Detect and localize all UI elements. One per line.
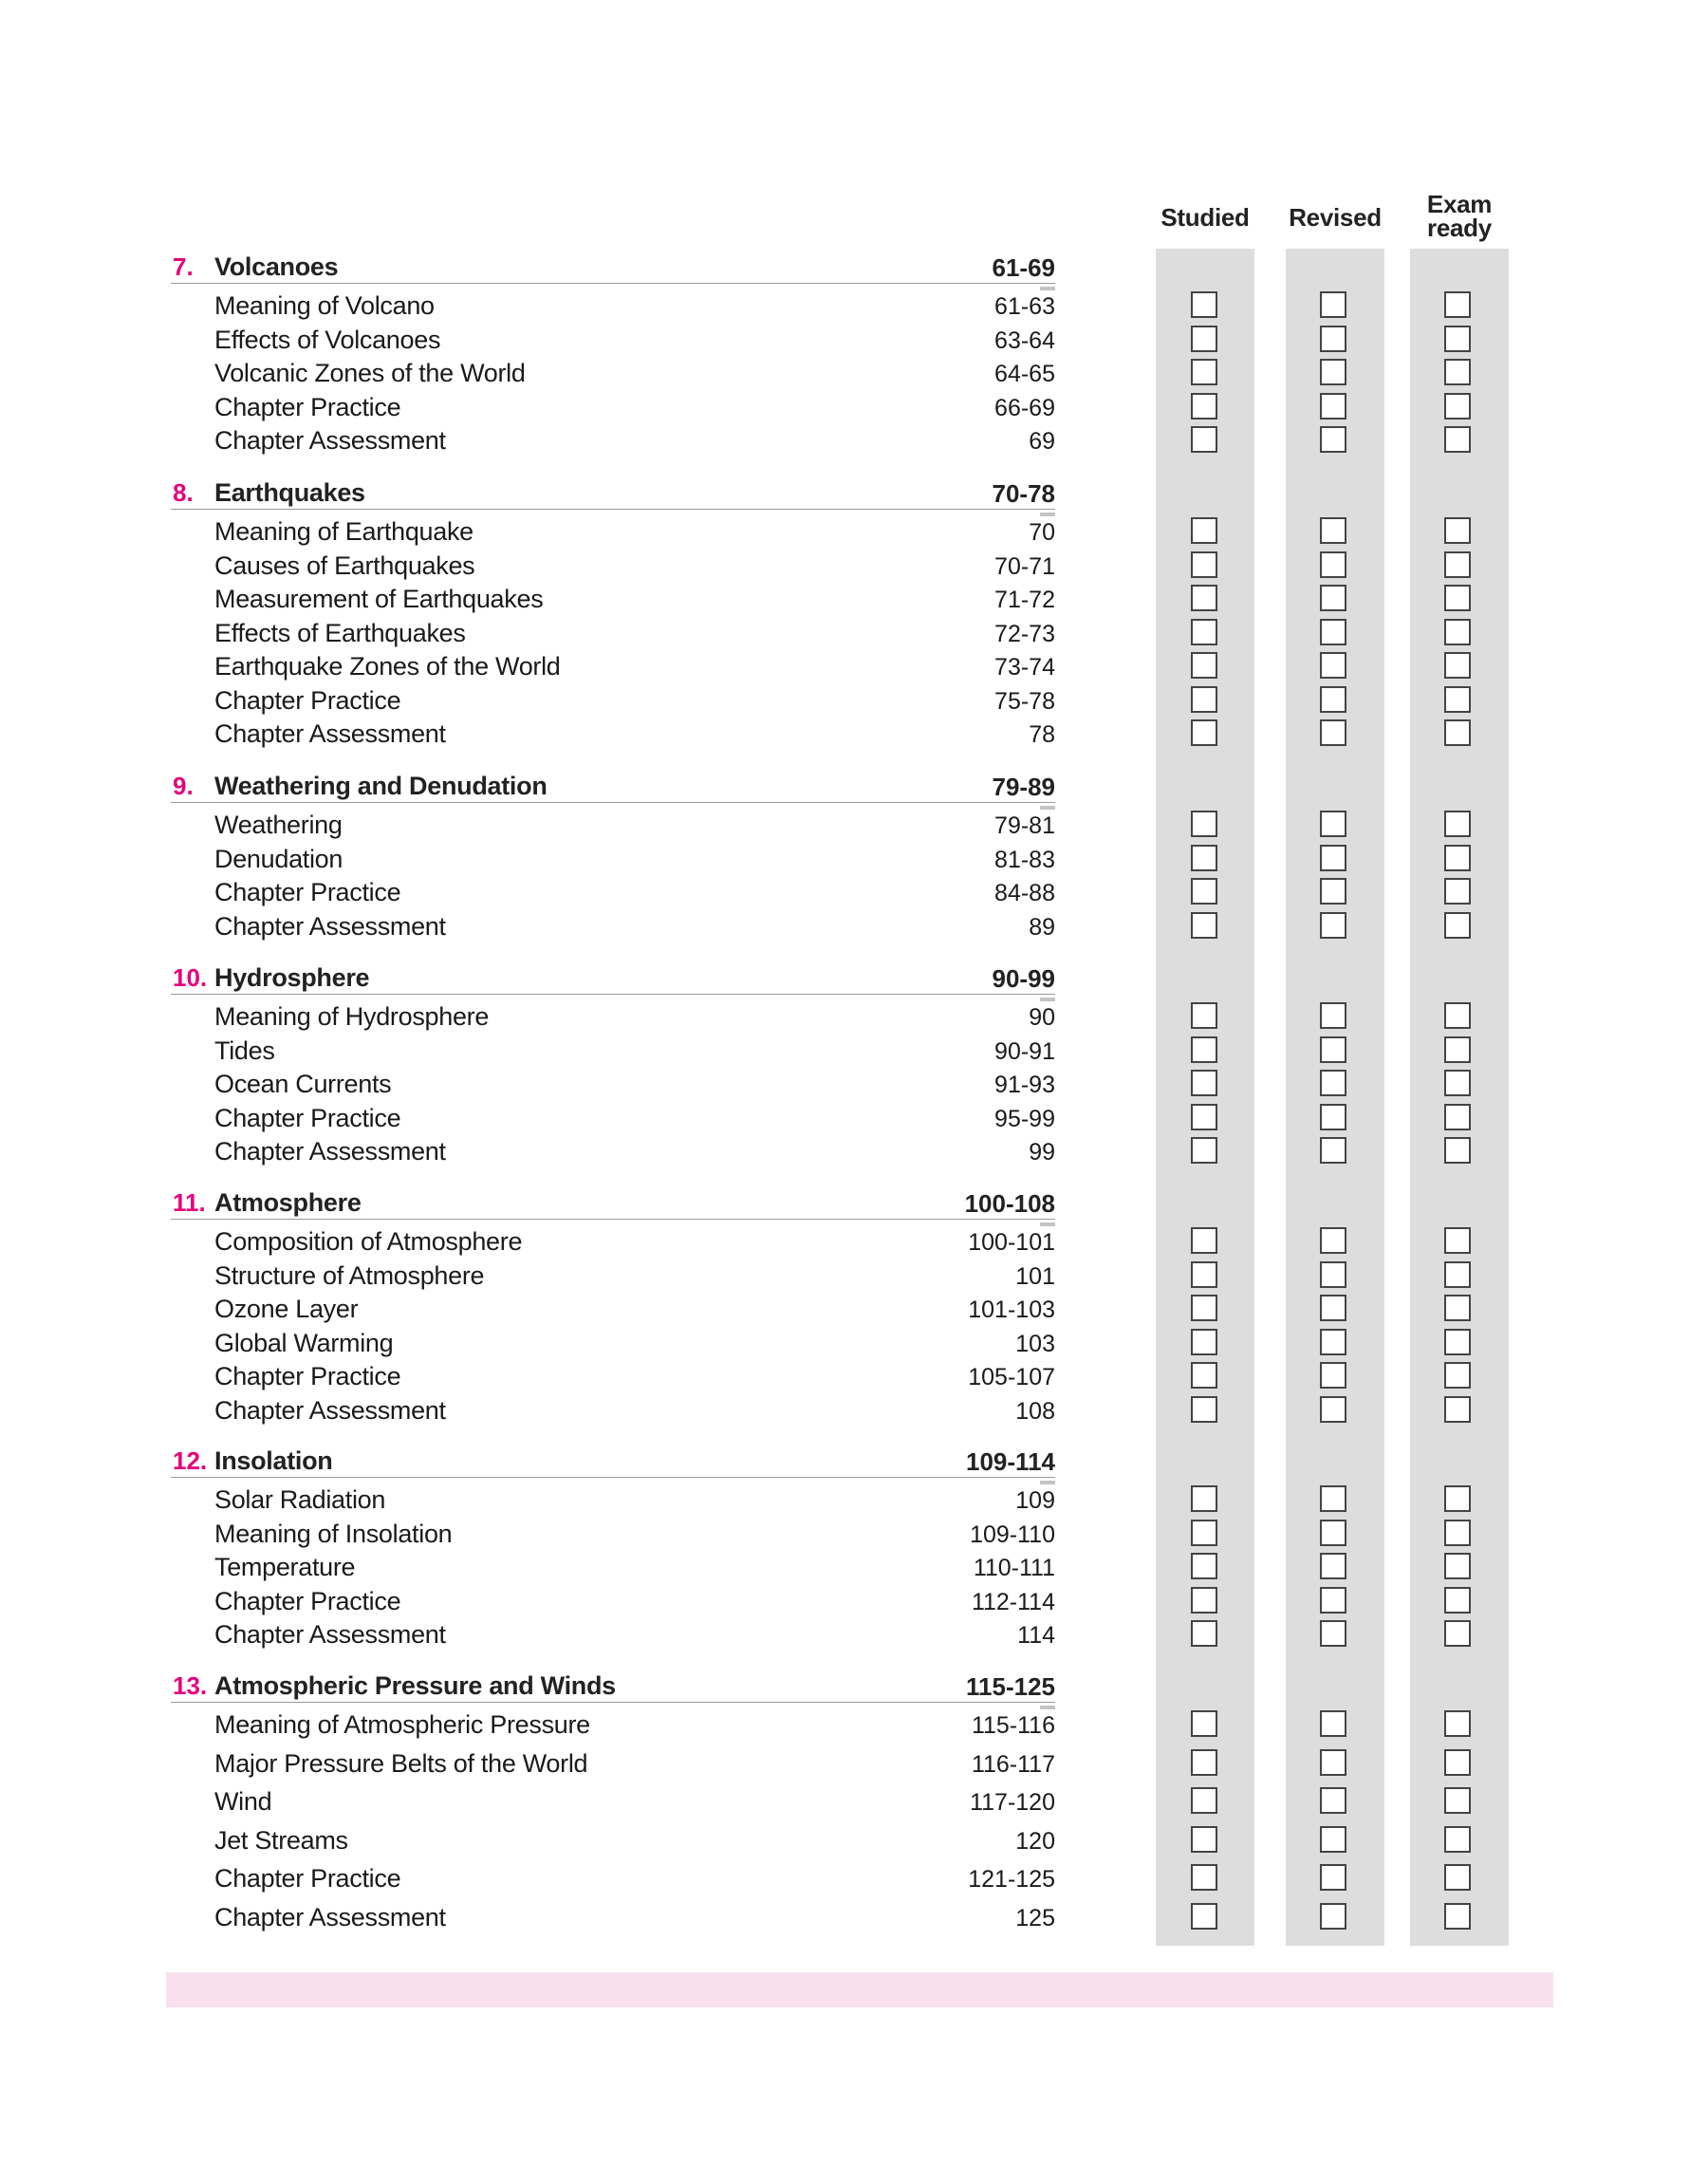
topic-title: Chapter Assessment [214, 719, 446, 748]
studied-checkbox[interactable] [1191, 326, 1217, 352]
revised-checkbox[interactable] [1320, 845, 1346, 871]
topic-title: Chapter Practice [214, 1362, 401, 1390]
exam-ready-checkbox[interactable] [1444, 912, 1471, 939]
topic-row [171, 289, 1055, 324]
topic-row [171, 809, 1055, 843]
topic-row [171, 1901, 1055, 1940]
topic-pages: 114 [1017, 1622, 1055, 1649]
topic-title: Denudation [214, 844, 343, 873]
exam-ready-checkbox[interactable] [1444, 551, 1471, 578]
topic-title: Chapter Practice [214, 1103, 401, 1132]
topic-title: Meaning of Insolation [214, 1519, 453, 1548]
topic-pages: 125 [1015, 1904, 1055, 1931]
topic-pages: 101 [1015, 1262, 1055, 1290]
chapter-title: Earthquakes [214, 478, 365, 507]
studied-checkbox[interactable] [1191, 1036, 1217, 1063]
studied-column-header: Studied [1160, 203, 1250, 232]
topic-pages: 112-114 [971, 1588, 1055, 1615]
revised-checkbox[interactable] [1320, 393, 1346, 420]
topic-title: Effects of Earthquakes [214, 618, 466, 647]
revised-checkbox[interactable] [1320, 1104, 1346, 1130]
studied-checkbox[interactable] [1191, 1002, 1217, 1029]
chapter-number: 13. [173, 1671, 208, 1700]
exam-ready-checkbox[interactable] [1444, 1587, 1471, 1614]
chapter-pages: 61-69 [992, 253, 1055, 282]
topic-title: Chapter Assessment [214, 426, 446, 455]
exam-ready-checkbox[interactable] [1444, 878, 1471, 905]
topic-title: Chapter Assessment [214, 1620, 446, 1649]
studied-checkbox[interactable] [1191, 1396, 1217, 1423]
revised-column-bg [1286, 249, 1384, 1946]
studied-checkbox[interactable] [1191, 912, 1217, 939]
studied-checkbox[interactable] [1191, 359, 1217, 385]
topic-row [171, 876, 1055, 910]
exam-ready-checkbox[interactable] [1444, 1553, 1471, 1579]
topic-row [171, 1785, 1055, 1824]
topic-pages: 100-101 [968, 1229, 1055, 1256]
chapter-title: Atmospheric Pressure and Winds [214, 1671, 616, 1700]
exam-ready-checkbox[interactable] [1444, 426, 1471, 453]
exam-ready-checkbox[interactable] [1444, 652, 1471, 679]
footer-band [166, 1972, 1553, 2007]
studied-checkbox[interactable] [1191, 551, 1217, 578]
revised-checkbox[interactable] [1320, 1329, 1346, 1355]
exam-ready-checkbox[interactable] [1444, 686, 1471, 713]
revised-checkbox[interactable] [1320, 1903, 1346, 1930]
studied-checkbox[interactable] [1191, 1329, 1217, 1355]
topic-row [171, 1618, 1055, 1652]
topic-pages: 105-107 [968, 1364, 1055, 1390]
topic-title: Ocean Currents [214, 1070, 392, 1098]
topic-row [171, 583, 1055, 617]
revised-checkbox[interactable] [1320, 912, 1346, 939]
chapter-pages: 90-99 [992, 964, 1055, 993]
topic-pages: 90 [1029, 1004, 1055, 1031]
topic-title: Causes of Earthquakes [214, 550, 475, 580]
topic-title: Chapter Practice [214, 1864, 401, 1893]
topic-row [171, 515, 1055, 550]
exam-ready-checkbox[interactable] [1444, 1104, 1471, 1130]
topic-pages: 109 [1015, 1487, 1055, 1514]
topic-row [171, 1824, 1055, 1863]
chapter-number: 10. [173, 963, 208, 992]
exam-ready-checkbox[interactable] [1444, 1826, 1471, 1853]
studied-checkbox[interactable] [1191, 393, 1217, 420]
chapter-number: 7. [173, 252, 194, 281]
topic-pages: 81-83 [994, 846, 1055, 873]
topic-list [171, 1478, 1055, 1652]
exam-ready-checkbox[interactable] [1444, 811, 1471, 837]
studied-checkbox[interactable] [1191, 1520, 1217, 1546]
topic-title: Solar Radiation [214, 1485, 386, 1514]
chapter-atmosphere [171, 1186, 1055, 1427]
topic-row [171, 843, 1055, 877]
exam-ready-checkbox[interactable] [1444, 1329, 1471, 1355]
studied-checkbox[interactable] [1191, 1261, 1217, 1288]
chapter-insolation [171, 1445, 1055, 1652]
topic-list [171, 995, 1055, 1169]
revised-checkbox[interactable] [1320, 1787, 1346, 1814]
studied-checkbox[interactable] [1191, 619, 1217, 645]
chapter-title: Weathering and Denudation [214, 772, 548, 800]
topic-title: Ozone Layer [214, 1295, 359, 1323]
topic-pages: 90-91 [994, 1037, 1055, 1065]
studied-checkbox[interactable] [1191, 1137, 1217, 1164]
topic-pages: 66-69 [994, 394, 1055, 421]
topic-title: Chapter Practice [214, 685, 401, 715]
topic-title: Chapter Assessment [214, 1137, 446, 1166]
topic-pages: 116-117 [971, 1750, 1055, 1778]
revised-checkbox[interactable] [1320, 1587, 1346, 1614]
topic-row [171, 718, 1055, 752]
topic-title: Wind [214, 1787, 272, 1816]
topic-title: Chapter Practice [214, 878, 401, 906]
chapter-number: 12. [173, 1446, 208, 1475]
chapter-volcanoes [171, 251, 1055, 458]
revised-checkbox[interactable] [1320, 1396, 1346, 1423]
topic-list [171, 803, 1055, 943]
revised-checkbox[interactable] [1320, 426, 1346, 453]
revised-checkbox[interactable] [1320, 652, 1346, 679]
topic-row [171, 357, 1055, 391]
topic-pages: 109-110 [970, 1521, 1055, 1548]
revised-checkbox[interactable] [1320, 1295, 1346, 1321]
topic-row [171, 1708, 1055, 1747]
chapter-number: 8. [173, 478, 194, 507]
topic-title: Structure of Atmosphere [214, 1260, 485, 1290]
topic-list [171, 284, 1055, 458]
revised-checkbox[interactable] [1320, 719, 1346, 746]
topic-pages: 101-103 [968, 1297, 1055, 1323]
chapter-heading [171, 476, 1055, 510]
topic-row [171, 1293, 1055, 1327]
topic-row [171, 910, 1055, 944]
revised-checkbox[interactable] [1320, 1261, 1346, 1288]
topic-row [171, 1225, 1055, 1259]
topic-pages: 73-74 [994, 654, 1055, 681]
topic-title: Weathering [214, 811, 343, 839]
studied-checkbox[interactable] [1191, 652, 1217, 679]
studied-checkbox[interactable] [1191, 1587, 1217, 1614]
chapter-heading [171, 770, 1055, 803]
topic-row [171, 1585, 1055, 1619]
chapter-number: 9. [173, 772, 194, 800]
studied-checkbox[interactable] [1191, 878, 1217, 905]
topic-row [171, 617, 1055, 651]
exam-ready-column-bg [1410, 249, 1509, 1946]
topic-pages: 71-72 [994, 587, 1055, 613]
studied-checkbox[interactable] [1191, 517, 1217, 544]
revised-checkbox[interactable] [1320, 1826, 1346, 1853]
topic-pages: 75-78 [994, 687, 1055, 715]
revised-checkbox[interactable] [1320, 1864, 1346, 1891]
topic-pages: 70 [1029, 519, 1055, 546]
chapter-pages: 115-125 [966, 1672, 1055, 1701]
topic-pages: 108 [1015, 1397, 1055, 1425]
exam-ready-checkbox[interactable] [1444, 1485, 1471, 1512]
chapter-heading [171, 251, 1055, 284]
exam-ready-label: Exam ready [1426, 190, 1493, 242]
exam-ready-checkbox[interactable] [1444, 1903, 1471, 1930]
revised-column-header: Revised [1289, 203, 1382, 232]
topic-row [171, 1862, 1055, 1901]
topic-row [171, 1360, 1055, 1394]
revised-checkbox[interactable] [1320, 1227, 1346, 1254]
topic-title: Earthquake Zones of the World [214, 652, 561, 681]
studied-checkbox[interactable] [1191, 1864, 1217, 1891]
exam-ready-checkbox[interactable] [1444, 719, 1471, 746]
topic-title: Meaning of Earthquake [214, 517, 473, 546]
revised-checkbox[interactable] [1320, 1520, 1346, 1546]
revised-checkbox[interactable] [1320, 291, 1346, 318]
studied-checkbox[interactable] [1191, 1787, 1217, 1814]
topic-title: Composition of Atmosphere [214, 1227, 523, 1256]
revised-checkbox[interactable] [1320, 551, 1346, 578]
exam-ready-checkbox[interactable] [1444, 326, 1471, 352]
studied-checkbox[interactable] [1191, 811, 1217, 837]
exam-ready-checkbox[interactable] [1444, 585, 1471, 611]
topic-pages: 91-93 [994, 1072, 1055, 1098]
topic-row [171, 1000, 1055, 1035]
revised-checkbox[interactable] [1320, 1710, 1346, 1737]
topic-title: Major Pressure Belts of the World [214, 1748, 588, 1778]
chapter-pages: 79-89 [992, 773, 1055, 801]
topic-pages: 63-64 [994, 327, 1055, 354]
topic-row [171, 1068, 1055, 1102]
exam-ready-checkbox[interactable] [1444, 291, 1471, 318]
topic-title: Temperature [214, 1553, 356, 1581]
revised-checkbox[interactable] [1320, 619, 1346, 645]
studied-checkbox[interactable] [1191, 426, 1217, 453]
topic-pages: 89 [1029, 913, 1055, 941]
topic-row [171, 1394, 1055, 1428]
topic-row [171, 550, 1055, 584]
chapter-pages: 70-78 [992, 479, 1055, 508]
topic-pages: 64-65 [994, 361, 1055, 387]
studied-checkbox[interactable] [1191, 719, 1217, 746]
revised-checkbox[interactable] [1320, 1553, 1346, 1579]
topic-title: Chapter Assessment [214, 911, 446, 941]
studied-checkbox[interactable] [1191, 1104, 1217, 1130]
studied-checkbox[interactable] [1191, 1710, 1217, 1737]
revised-checkbox[interactable] [1320, 1749, 1346, 1776]
topic-row [171, 1102, 1055, 1136]
topic-row [171, 1135, 1055, 1169]
chapter-earthquakes [171, 476, 1055, 752]
topic-title: Effects of Volcanoes [214, 325, 441, 354]
studied-column-bg [1156, 249, 1254, 1946]
topic-title: Meaning of Volcano [214, 291, 435, 320]
chapter-heading [171, 961, 1055, 995]
topic-row [171, 1035, 1055, 1069]
topic-row [171, 1747, 1055, 1786]
studied-checkbox[interactable] [1191, 1553, 1217, 1579]
topic-title: Chapter Assessment [214, 1395, 446, 1425]
chapter-title: Volcanoes [214, 252, 339, 281]
exam-ready-checkbox[interactable] [1444, 1036, 1471, 1063]
exam-ready-checkbox[interactable] [1444, 1396, 1471, 1423]
topic-row [171, 324, 1055, 358]
chapter-pages: 100-108 [964, 1189, 1055, 1218]
topic-pages: 84-88 [994, 880, 1055, 906]
studied-checkbox[interactable] [1191, 686, 1217, 713]
topic-title: Global Warming [214, 1328, 394, 1357]
topic-row [171, 424, 1055, 458]
studied-checkbox[interactable] [1191, 585, 1217, 611]
exam-ready-checkbox[interactable] [1444, 1002, 1471, 1029]
revised-checkbox[interactable] [1320, 1362, 1346, 1389]
topic-title: Jet Streams [214, 1825, 348, 1855]
topic-title: Volcanic Zones of the World [214, 359, 526, 387]
exam-ready-checkbox[interactable] [1444, 1787, 1471, 1814]
chapter-heading [171, 1186, 1055, 1220]
exam-ready-checkbox[interactable] [1444, 1261, 1471, 1288]
exam-ready-column-header [1388, 190, 1531, 242]
topic-row [171, 1551, 1055, 1585]
revised-checkbox[interactable] [1320, 1036, 1346, 1063]
topic-row [171, 1518, 1055, 1552]
chapter-title: Atmosphere [214, 1188, 362, 1217]
topic-title: Meaning of Hydrosphere [214, 1002, 490, 1031]
chapter-heading [171, 1670, 1055, 1703]
exam-ready-checkbox[interactable] [1444, 1864, 1471, 1891]
topic-pages: 120 [1015, 1827, 1055, 1855]
topic-pages: 117-120 [970, 1789, 1055, 1816]
topic-title: Chapter Practice [214, 1586, 401, 1615]
topic-pages: 79-81 [994, 812, 1055, 839]
exam-ready-checkbox[interactable] [1444, 1710, 1471, 1737]
topic-row [171, 391, 1055, 425]
revised-checkbox[interactable] [1320, 1485, 1346, 1512]
chapter-hydrosphere [171, 961, 1055, 1169]
revised-checkbox[interactable] [1320, 1070, 1346, 1096]
topic-row [171, 1327, 1055, 1361]
exam-ready-checkbox[interactable] [1444, 1362, 1471, 1389]
topic-row [171, 1483, 1055, 1518]
topic-title: Chapter Practice [214, 392, 401, 421]
studied-checkbox[interactable] [1191, 1749, 1217, 1776]
chapter-title: Hydrosphere [214, 963, 370, 992]
topic-pages: 70-71 [994, 552, 1055, 580]
studied-checkbox[interactable] [1191, 1362, 1217, 1389]
topic-row [171, 1259, 1055, 1294]
exam-ready-checkbox[interactable] [1444, 1620, 1471, 1647]
topic-pages: 61-63 [994, 293, 1055, 320]
topic-pages: 115-116 [971, 1712, 1055, 1739]
studied-checkbox[interactable] [1191, 1620, 1217, 1647]
revised-checkbox[interactable] [1320, 326, 1346, 352]
revised-checkbox[interactable] [1320, 686, 1346, 713]
topic-pages: 110-111 [973, 1555, 1055, 1581]
topic-pages: 103 [1015, 1330, 1055, 1357]
studied-checkbox[interactable] [1191, 1903, 1217, 1930]
topic-list [171, 1220, 1055, 1427]
exam-ready-checkbox[interactable] [1444, 517, 1471, 544]
revised-checkbox[interactable] [1320, 811, 1346, 837]
chapter-weathering-and-denudation [171, 770, 1055, 943]
topic-pages: 72-73 [994, 620, 1055, 647]
studied-checkbox[interactable] [1191, 845, 1217, 871]
studied-checkbox[interactable] [1191, 1485, 1217, 1512]
exam-ready-checkbox[interactable] [1444, 359, 1471, 385]
revised-checkbox[interactable] [1320, 359, 1346, 385]
exam-ready-checkbox[interactable] [1444, 393, 1471, 420]
topic-list [171, 510, 1055, 752]
topic-pages: 95-99 [994, 1105, 1055, 1132]
revised-checkbox[interactable] [1320, 1137, 1346, 1164]
chapter-title: Insolation [214, 1446, 333, 1475]
topic-pages: 99 [1029, 1139, 1055, 1166]
revised-checkbox[interactable] [1320, 517, 1346, 544]
topic-title: Meaning of Atmospheric Pressure [214, 1710, 590, 1739]
exam-ready-checkbox[interactable] [1444, 1070, 1471, 1096]
studied-checkbox[interactable] [1191, 1070, 1217, 1096]
revised-checkbox[interactable] [1320, 585, 1346, 611]
chapter-number: 11. [173, 1188, 206, 1217]
chapter-atmospheric-pressure-and-winds [171, 1670, 1055, 1939]
chapter-heading [171, 1445, 1055, 1478]
revised-checkbox[interactable] [1320, 1620, 1346, 1647]
exam-ready-checkbox[interactable] [1444, 845, 1471, 871]
topic-pages: 78 [1029, 721, 1055, 748]
exam-ready-checkbox[interactable] [1444, 1227, 1471, 1254]
exam-ready-checkbox[interactable] [1444, 1520, 1471, 1546]
topic-list [171, 1703, 1055, 1939]
exam-ready-checkbox[interactable] [1444, 1295, 1471, 1321]
chapter-pages: 109-114 [966, 1447, 1055, 1476]
studied-checkbox[interactable] [1191, 1227, 1217, 1254]
exam-ready-checkbox[interactable] [1444, 1137, 1471, 1164]
studied-checkbox[interactable] [1191, 1826, 1217, 1853]
exam-ready-checkbox[interactable] [1444, 619, 1471, 645]
topic-title: Tides [214, 1036, 275, 1065]
topic-pages: 69 [1029, 428, 1055, 455]
revised-checkbox[interactable] [1320, 878, 1346, 905]
topic-row [171, 684, 1055, 718]
topic-title: Chapter Assessment [214, 1902, 446, 1931]
topic-pages: 121-125 [968, 1866, 1055, 1893]
revised-checkbox[interactable] [1320, 1002, 1346, 1029]
exam-ready-checkbox[interactable] [1444, 1749, 1471, 1776]
studied-checkbox[interactable] [1191, 1295, 1217, 1321]
studied-checkbox[interactable] [1191, 291, 1217, 318]
topic-title: Measurement of Earthquakes [214, 585, 544, 613]
topic-row [171, 650, 1055, 684]
